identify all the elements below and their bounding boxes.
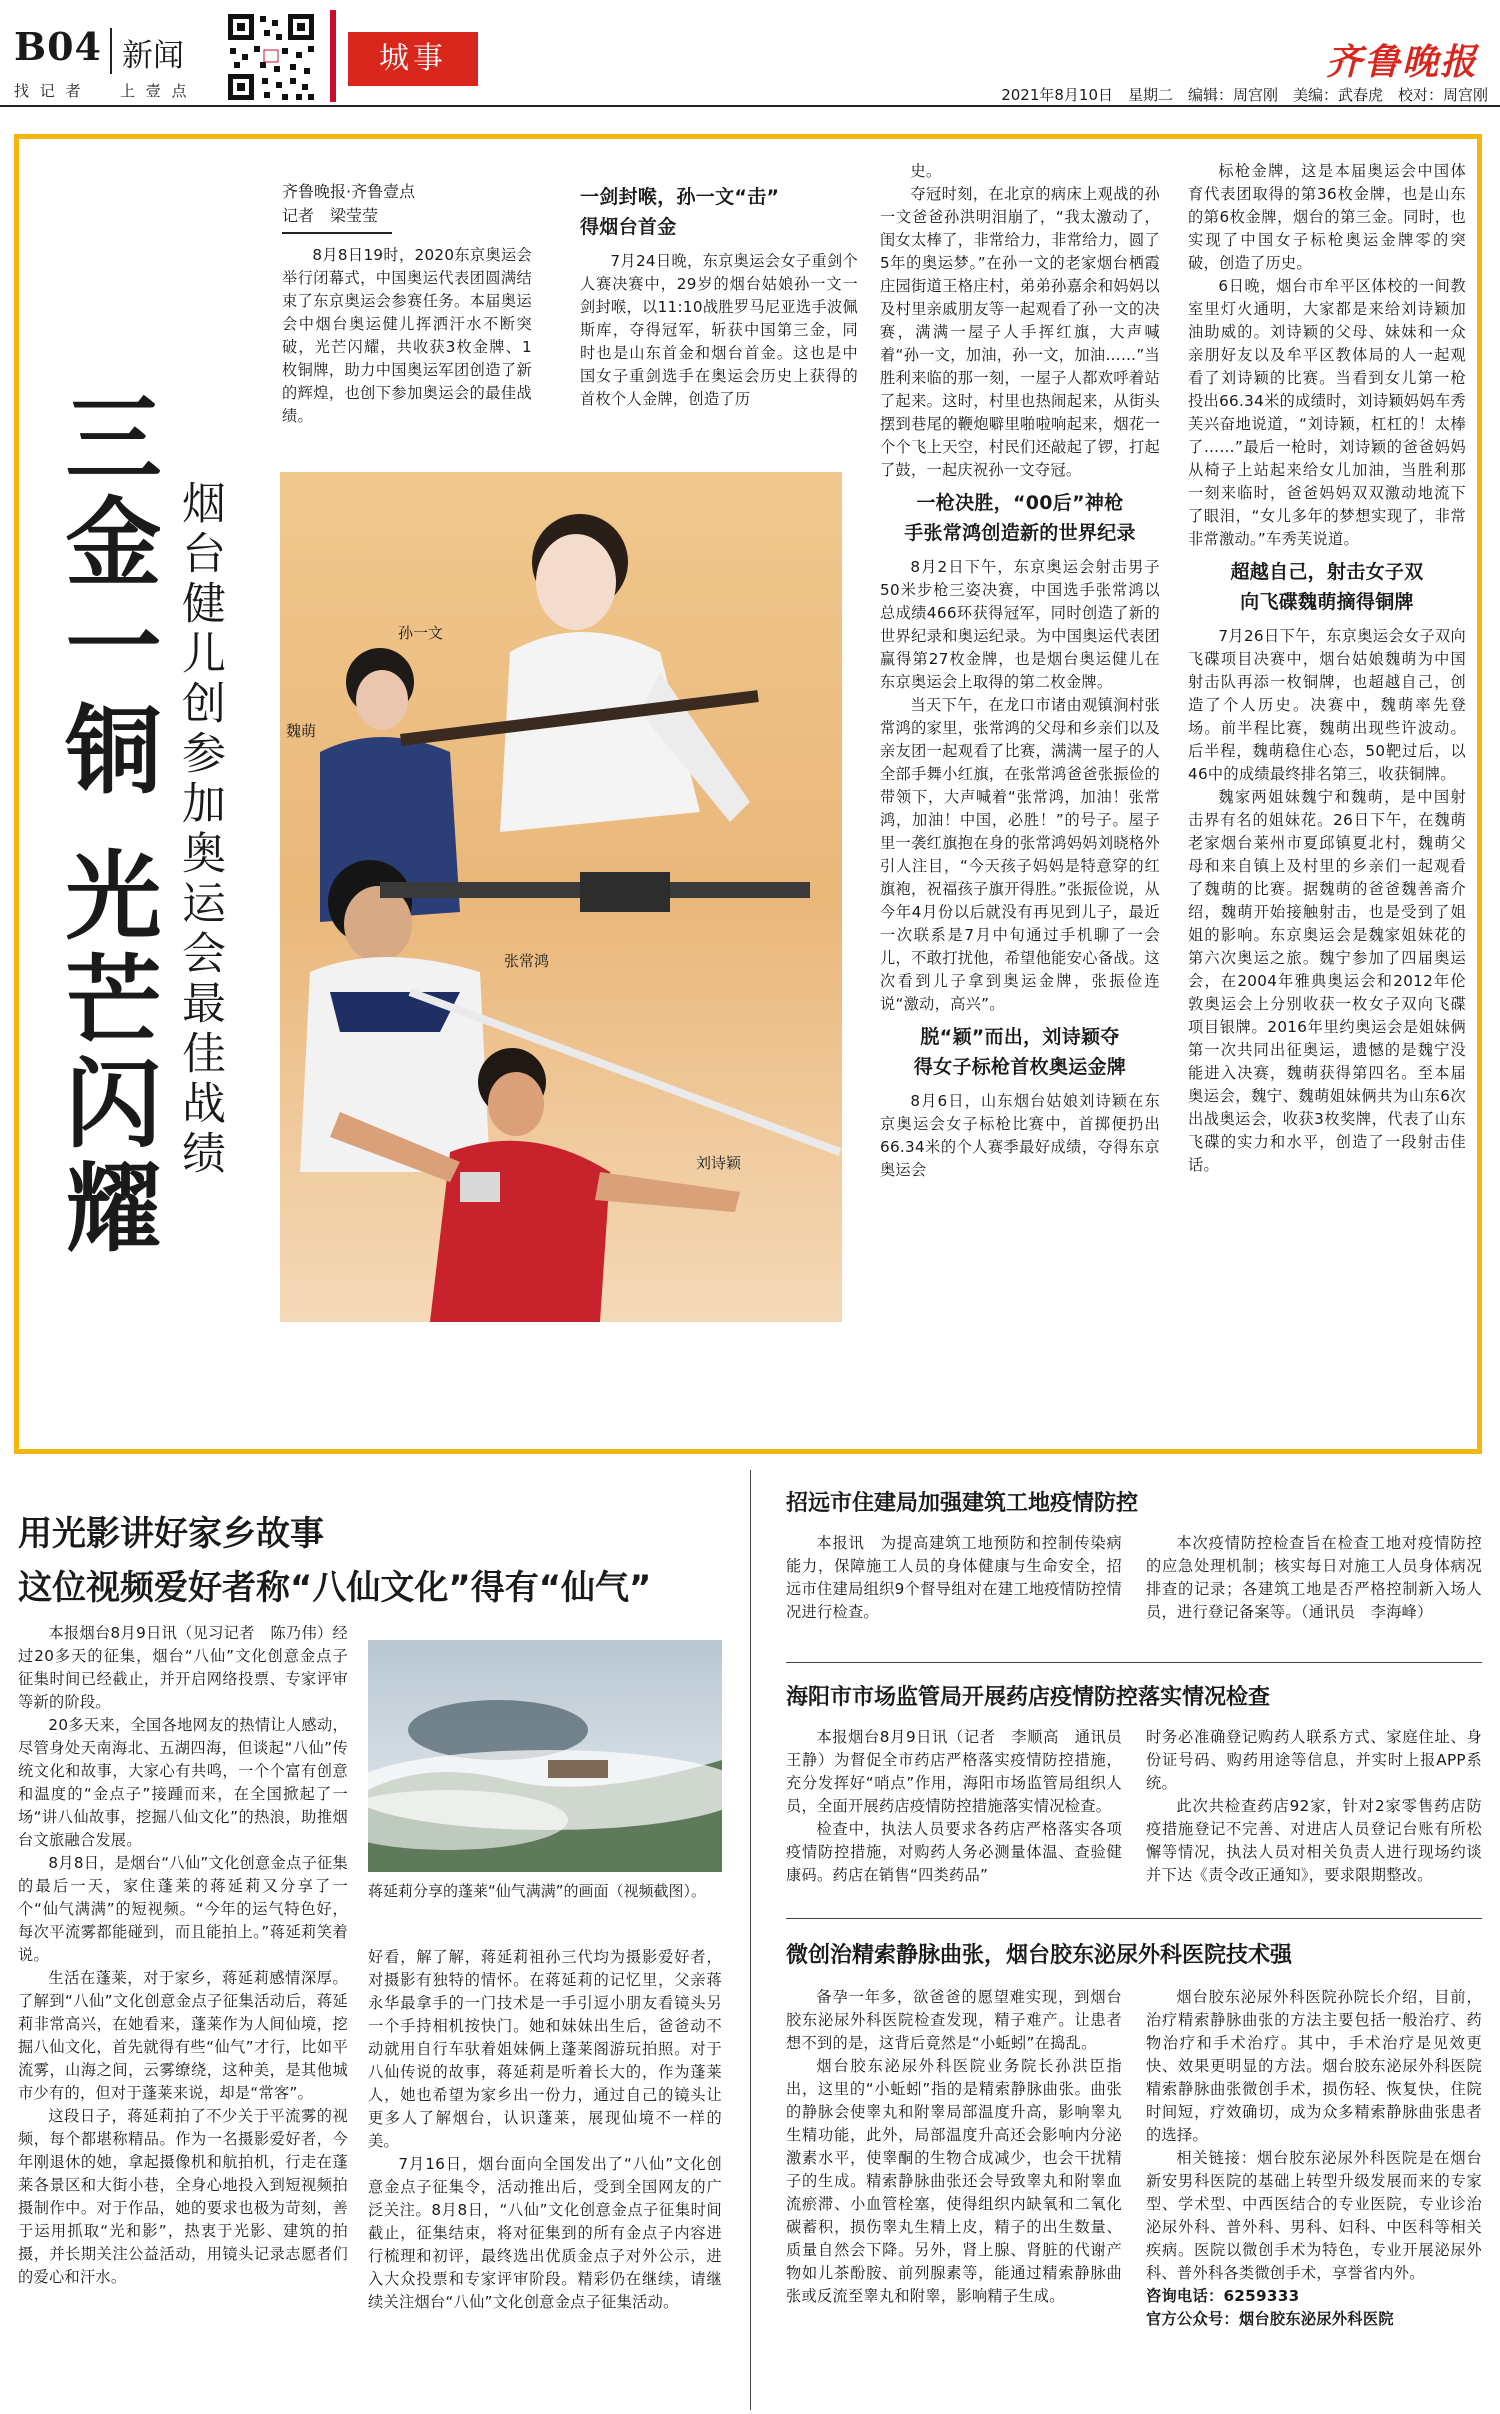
lead-subtitle: 烟台健儿创参加奥运会最佳战绩 [174, 480, 225, 1180]
lead-title: 三金一铜 光芒闪耀 [50, 388, 163, 1262]
story2-title-line2: 这位视频爱好者称“八仙文化”得有“仙气” [18, 1568, 652, 1608]
date-line: 2021年8月10日 星期二 编辑：周宫刚 美编：武春虎 校对：周宫刚 [1001, 86, 1488, 104]
story2-col-2: 好看，解了解，蒋延莉祖孙三代均为摄影爱好者，对摄影有独特的情怀。在蒋延莉的记忆里，父亲蒋永华最拿手的一门技术是一手引逗小朋友看镜头另一个手持相机按快门。她和妹妹出生后，爸爸动不动就用自行车驮着姐妹俩上蓬莱阁游玩拍照。对于八仙传说的故事，蒋延莉是听着长大的，作为蓬莱人，她也希望为家乡出一份力，通过自己的镜头让更多人了解烟台，认识蓬莱，展现仙境不一样的美。 7月16日，烟台面向全国发出了“八仙”文化创意金点子征集令，活动推出后，受到全国网友的广泛关注。8月8日，“八仙”文化创意金点子征集时间截止，征集结束，将对征集到的所有金点子内容进行梳理和初评，最终选出优质金点子对外公示，进入大众投票和专家评审阶段。精彩仍在继续，请继续关注烟台“八仙”文化创意金点子征集活动。 [368, 1948, 722, 2311]
masthead-rule [0, 105, 1500, 107]
lead-intro: 8月8日19时，2020东京奥运会举行闭幕式，中国奥运代表团圆满结束了东京奥运会参赛任务。本届奥运会中烟台奥运健儿挥洒汗水不断突破，光芒闪耀，共收获3枚金牌、1枚铜牌，助力中国奥运军团创造了新的辉煌，也创下参加奥运会的最佳战绩。 [282, 246, 532, 425]
story3-col-2: 本次疫情防控检查旨在检查工地对疫情防控的应急处理机制；核实每日对施工人员身体病况排查的记录；各建筑工地是否严格控制新入场人员，进行登记备案等。（通讯员 李海峰） [1146, 1534, 1482, 1621]
lead-col-1: 一剑封喉，孙一文“击” 得烟台首金 7月24日晚，东京奥运会女子重剑个人赛决赛中，29岁的烟台姑娘孙一文一剑封喉，以11:10战胜罗马尼亚选手波佩斯库，夺得冠军，斩获中国第三金，同时也是山东首金和烟台首金。这也是中国女子重剑选手在奥运会历史上获得的首枚个人金牌，创造了历 [580, 186, 858, 408]
story3-title: 招远市住建局加强建筑工地疫情防控 [786, 1491, 1139, 1516]
story4-col-2: 时务必准确登记购药人联系方式、家庭住址、身份证号码、购药用途等信息，并实时上报APP系统。 此次共检查药店92家，针对2家零售药店防疫措施登记不完善、对进店人员登记台账有所松懈等情况，执法人员对相关负责人进行现场约谈并下达《责令改正通知》，要求限期整改。 [1146, 1728, 1482, 1884]
byline-divider [282, 232, 392, 234]
contact-line: 咨询电话：6259333 [1146, 2287, 1300, 2305]
account-line: 官方公众号：烟台胶东泌尿外科医院 [1146, 2310, 1394, 2328]
story4-title: 海阳市市场监管局开展药店疫情防控落实情况检查 [786, 1685, 1271, 1710]
qr-code-icon [224, 10, 318, 104]
story4-col-1: 本报烟台8月9日讯（记者 李顺高 通讯员 王静）为督促全市药店严格落实疫情防控措施，充分发挥好“哨点”作用，海阳市场监管局组织人员，全面开展药店疫情防控措施落实情况检查。 检查中，执法人员要求各药店严格落实各项疫情防控措施，对购药人务必测量体温、查验健康码。药店在销售“四类药品” [786, 1728, 1138, 1884]
penglai-photo [368, 1640, 722, 1872]
vertical-divider [750, 1470, 751, 2410]
newspaper-logo: 齐鲁晚报 [1325, 41, 1478, 83]
lead-col-3: 标枪金牌，这是本届奥运会中国体育代表团取得的第36枚金牌，也是山东的第6枚金牌，烟台的第三金。同时，也实现了中国女子标枪奥运金牌零的突破，创造了历史。 6日晚，烟台市牟平区体校的一间教室里灯火通明，大家都是来给刘诗颖加油助威的。刘诗颖的父母、妹妹和一众亲朋好友以及牟平区教体局的人一起观看了刘诗颖的比赛。当看到女儿第一枪投出66.34米的成绩时，刘诗颖妈妈车秀芙兴奋地说道，“刘诗颖，杠杠的！太棒了……”最后一枪时，刘诗颖的爸爸妈妈从椅子上站起来给女儿加油，当胜利那一刻来临时，爸爸妈妈双双激动地流下了眼泪，“女儿多年的梦想实现了，非常非常激动。”车秀芙说道。 超越自己，射击女子双 向飞碟魏萌摘得铜牌 7月26日下午，东京奥运会女子双向飞碟项目决赛中，烟台姑娘魏萌为中国射击队再添一枚铜牌，也超越自己，创造了个人历史。决赛中，魏萌率先登场。前半程比赛，魏萌出现些许波动。后半程，魏萌稳住心态，50靶过后，以46中的成绩最终排名第三，收获铜牌。 魏家两姐妹魏宁和魏萌，是中国射击界有名的姐妹花。26日下午，在魏萌老家烟台莱州市夏邱镇夏北村，魏萌父母和来自镇上及村里的乡亲们一起观看了魏萌的比赛。据魏萌的爸爸魏善斋介绍，魏萌开始接触射击，也是受到了姐姐的影响。东京奥运会是魏家姐妹花的第六次奥运之旅。魏宁参加了四届奥运会，在2004年雅典奥运会和2012年伦敦奥运会上分别收获一枚女子双向飞碟项目银牌。2016年里约奥运会是姐妹俩第一次共同出征奥运，遗憾的是魏宁没能进入决赛，魏萌获得第四名。至本届奥运会，魏宁、魏萌姐妹俩共为山东6次出战奥运会，收获3枚奖牌，代表了山东飞碟的实力和水平，创造了一段射击佳话。 [1188, 162, 1466, 1174]
lead-col-2: 史。 夺冠时刻，在北京的病床上观战的孙一文爸爸孙洪明泪崩了，“我太激动了，闺女太棒了，非常给力，非常给力，圆了5年的奥运梦。”在孙一文的老家烟台栖霞庄园街道王格庄村，弟弟孙嘉余和妈妈以及村里亲戚朋友等一起观看了孙一文的决赛，满满一屋子人手挥红旗，大声喊着“孙一文，加油，孙一文，加油……”当胜利来临的那一刻，一屋子人都欢呼着站了起来。这时，村里也热闹起来，从街头摆到巷尾的鞭炮噼里啪啦响起来，烟花一个个飞上天空，村民们还敲起了锣，打起了鼓，一起庆祝孙一文夺冠。 一枪决胜，“00后”神枪 手张常鸿创造新的世界纪录 8月2日下午，东京奥运会射击男子50米步枪三姿决赛，中国选手张常鸿以总成绩466环获得冠军，同时创造了新的世界纪录和奥运纪录。为中国奥运代表团赢得第27枚金牌，也是烟台奥运健儿在东京奥运会上取得的第二枚金牌。 当天下午，在龙口市诸由观镇涧村张常鸿的家里，张常鸿的父母和乡亲们以及亲友团一起观看了比赛，满满一屋子的人全部手舞小红旗，在张常鸿爸爸张振俭的带领下，大声喊着“张常鸿，加油！张常鸿，加油！中国，必胜！”的号子。屋子里一袭红旗抱在身的张常鸿妈妈刘晓格外引人注目，“今天孩子妈妈是特意穿的红旗袍，祝福孩子旗开得胜。”张振俭说，从今年4月份以后就没有再见到儿子，最近一次联系是7月中旬通过手机聊了一会儿，不敢打扰他，希望他能安心备战。这次看到儿子拿到奥运金牌，张振俭连说“激动，高兴”。 脱“颖”而出，刘诗颖夺 得女子标枪首枚奥运金牌 8月6日，山东烟台姑娘刘诗颖在东京奥运会女子标枪比赛中，首掷便扔出66.34米的个人赛季最好成绩，夺得东京奥运会 [880, 162, 1160, 1179]
story3-col-1: 本报讯 为提高建筑工地预防和控制传染病能力，保障施工人员的身体健康与生命安全，招远市住建局组织9个督导组对在建工地疫情防控情况进行检查。 [786, 1534, 1122, 1621]
column-tag-frame [330, 10, 336, 102]
page-code: B04 [14, 24, 102, 69]
story4-rule [786, 1918, 1482, 1919]
photo-label-wei: 魏萌 [286, 722, 317, 740]
section-name: 新闻 [122, 38, 184, 74]
column-tag: 城事 [348, 32, 478, 86]
story5-col-2: 烟台胶东泌尿外科医院孙院长介绍，目前，治疗精索静脉曲张的方法主要包括一般治疗、药物治疗和手术治疗。其中，手术治疗是见效更快、效果更明显的方法。烟台胶东泌尿外科医院精索静脉曲张微创手术，损伤轻、恢复快，住院时间短，疗效确切，成为众多精索静脉曲张患者的选择。 相关链接：烟台胶东泌尿外科医院是在烟台新安男科医院的基础上转型升级发展而来的专家型、学术型、中西医结合的专业医院，专业诊治泌尿外科、普外科、男科、妇科、中医科等相关疾病。医院以微创手术为特色，专业开展泌尿外科、普外科各类微创手术，享誉省内外。 咨询电话：6259333 官方公众号：烟台胶东泌尿外科医院 [1146, 1986, 1482, 2331]
athletes-photo [280, 472, 842, 1322]
story5-col-1: 备孕一年多，欲爸爸的愿望难实现，到烟台胶东泌尿外科医院检查发现，精子难产。让患者想不到的是，这背后竟然是“小蚯蚓”在捣乱。 烟台胶东泌尿外科医院业务院长孙洪臣指出，这里的“小蚯蚓”指的是精索静脉曲张。曲张的静脉会使睾丸和附睾局部温度升高，影响睾丸生精功能，此外，局部温度升高还会影响内分泌激素水平，使睾酮的生物合成减少，也会干扰精子的生成。精索静脉曲张还会导致睾丸和附睾血流瘀滞、小血管栓塞，使得组织内缺氧和二氧化碳蓄积，损伤睾丸生精上皮，精子的出生数量、质量自然会下降。另外，肾上腺、肾脏的代谢产物如儿茶酚胺、前列腺素等，能通过精索静脉曲张或反流至睾丸和附睾，影响精子生成。 [786, 1988, 1122, 2305]
masthead-divider [110, 28, 112, 74]
story2-title-line1: 用光影讲好家乡故事 [18, 1514, 324, 1554]
story2-col-1: 本报烟台8月9日讯（见习记者 陈乃伟）经过20多天的征集，烟台“八仙”文化创意金点子征集时间已经截止，并开启网络投票、专家评审等新的阶段。 20多天来，全国各地网友的热情让人感动，尽管身处天南海北、五湖四海，但谈起“八仙”传统文化和故事，大家心有共鸣，一个个富有创意和温度的“金点子”接踵而来，在全国掀起了一场“讲八仙故事，挖掘八仙文化”的热浪，助推烟台文旅融合发展。 8月8日，是烟台“八仙”文化创意金点子征集的最后一天，家住蓬莱的蒋延莉又分享了一个“仙气满满”的短视频。“今年的运气特色好，每次平流雾都能碰到，而且能拍上。”蒋延莉笑着说。 生活在蓬莱，对于家乡，蒋延莉感情深厚。了解到“八仙”文化创意金点子征集活动后，蒋延莉非常高兴，在她看来，蓬莱作为人间仙境，挖掘八仙文化，首先就得有些“仙气”才行，比如平流雾，山海之间，云雾缭绕，这种美，是其他城市少有的，但对于蓬莱来说，却是“常客”。 这段日子，蒋延莉拍了不少关于平流雾的视频，每个都堪称精品。作为一名摄影爱好者，今年刚退休的她，拿起摄像机和航拍机，行走在蓬莱各景区和大街小巷，全身心地投入到短视频拍摄制作中。对于作品，她的要求也极为苛刻，善于运用抓取“光和影”，热衷于光影、建筑的拍摄，并长期关注公益活动，用镜头记录志愿者们的爱心和汗水。 [18, 1624, 348, 2286]
story5-title: 微创治精索静脉曲张，烟台胶东泌尿外科医院技术强 [786, 1943, 1293, 1968]
lead-byline: 齐鲁晚报·齐鲁壹点 记者 梁莹莹 [282, 182, 416, 225]
slogan-right: 上 壹 点 [120, 82, 190, 100]
photo-label-sun: 孙一文 [398, 624, 444, 642]
photo-label-liu: 刘诗颖 [696, 1154, 742, 1172]
slogan-left: 找 记 者 [14, 82, 84, 100]
penglai-photo-caption: 蒋延莉分享的蓬莱“仙气满满”的画面（视频截图）。 [368, 1882, 707, 1900]
photo-label-zhang: 张常鸿 [504, 952, 550, 970]
story3-rule [786, 1662, 1482, 1663]
